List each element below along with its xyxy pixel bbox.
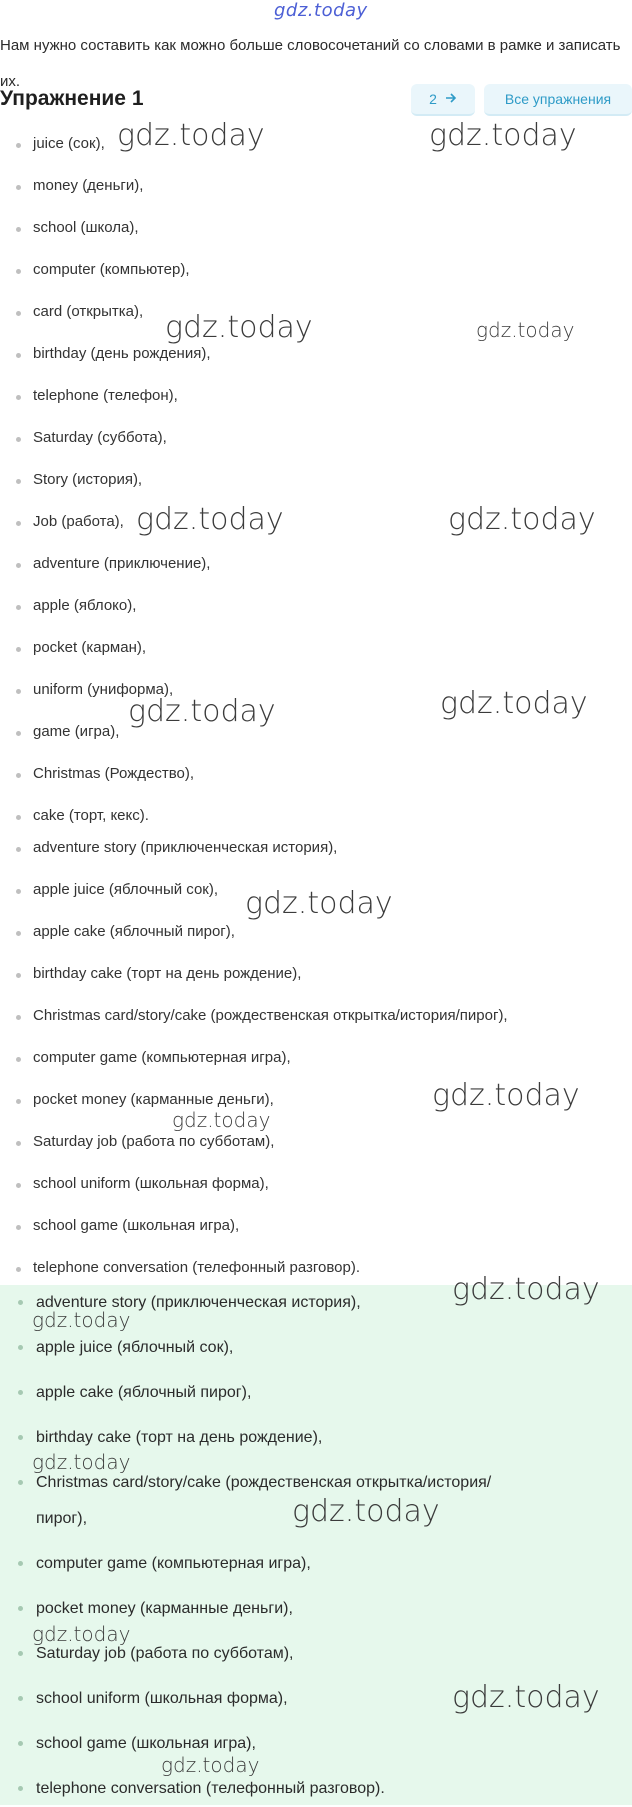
answer-item-text: telephone conversation (телефонный разговор). xyxy=(36,1780,385,1797)
list-item-text: uniform (униформа), xyxy=(33,681,174,698)
bullet-icon xyxy=(16,1267,21,1272)
bullet-icon xyxy=(16,185,21,190)
list-item-text: school (школа), xyxy=(33,219,139,236)
answer-item-text: пирог), xyxy=(36,1510,88,1527)
bullet-icon xyxy=(16,563,21,568)
bullet-icon xyxy=(16,353,21,358)
bullet-icon xyxy=(16,931,21,936)
bullet-icon xyxy=(16,395,21,400)
answer-item-text: apple cake (яблочный пирог), xyxy=(36,1384,252,1401)
watermark: gdz.today xyxy=(128,694,276,729)
answer-item-text: Saturday job (работа по субботам), xyxy=(36,1645,294,1662)
bullet-icon xyxy=(16,1015,21,1020)
bullet-icon xyxy=(16,1225,21,1230)
intro-text: Нам нужно составить как можно больше словосочетаний со словами в рамке и записать их. xyxy=(0,37,621,90)
watermark: gdz.today xyxy=(448,502,596,537)
list-item-text: money (деньги), xyxy=(33,177,144,194)
all-exercises-button[interactable]: Все упражнения xyxy=(484,84,632,116)
list-item-text: card (открытка), xyxy=(33,303,144,320)
next-exercise-label: 2 xyxy=(429,91,437,107)
bullet-icon xyxy=(16,479,21,484)
bullet-icon xyxy=(18,1651,23,1656)
bullet-icon xyxy=(16,227,21,232)
list-item-text: Christmas (Рождество), xyxy=(33,765,194,782)
exercise-title: Упражнение 1 xyxy=(0,87,144,110)
answer-item-text: computer game (компьютерная игра), xyxy=(36,1555,311,1572)
bullet-icon xyxy=(16,773,21,778)
watermark: gdz.today xyxy=(245,886,393,921)
list-item-text: pocket money (карманные деньги), xyxy=(33,1091,274,1108)
list-item-text: pocket (карман), xyxy=(33,639,147,656)
next-exercise-button[interactable] xyxy=(411,84,475,116)
bullet-icon xyxy=(18,1390,23,1395)
list-item-text: game (игра), xyxy=(33,723,120,740)
bullet-icon xyxy=(18,1786,23,1791)
watermark: gdz.today xyxy=(161,1753,260,1777)
bullet-icon xyxy=(16,311,21,316)
list-item-text: Christmas card/story/cake (рождественская открытка/история/пирог), xyxy=(33,1007,508,1024)
bullet-icon xyxy=(18,1345,23,1350)
list-item-text: apple (яблоко), xyxy=(33,597,137,614)
watermark: gdz.today xyxy=(32,1450,131,1474)
list-item-text: Saturday (суббота), xyxy=(33,429,167,446)
answer-item-text: pocket money (карманные деньги), xyxy=(36,1600,293,1617)
bullet-icon xyxy=(16,889,21,894)
bullet-icon xyxy=(16,689,21,694)
list-item-text: apple cake (яблочный пирог), xyxy=(33,923,235,940)
bullet-icon xyxy=(16,1099,21,1104)
bullet-icon xyxy=(16,1141,21,1146)
list-item-text: juice (сок), xyxy=(33,135,105,152)
list-item-text: adventure story (приключенческая история), xyxy=(33,839,338,856)
watermark: gdz.today xyxy=(432,1078,580,1113)
exercise-header xyxy=(0,84,632,118)
list-item-text: telephone (телефон), xyxy=(33,387,178,404)
bullet-icon xyxy=(18,1696,23,1701)
watermark: gdz.today xyxy=(429,118,577,153)
list-item-text: apple juice (яблочный сок), xyxy=(33,881,219,898)
bullet-icon xyxy=(16,731,21,736)
bullet-icon xyxy=(16,269,21,274)
list-item-text: birthday cake (торт на день рождение), xyxy=(33,965,302,982)
list-item-text: school uniform (школьная форма), xyxy=(33,1175,269,1192)
watermark: gdz.today xyxy=(136,502,284,537)
answer-box xyxy=(0,1285,632,1805)
bullet-icon xyxy=(18,1480,23,1485)
site-logo[interactable]: gdz.today xyxy=(274,0,368,21)
watermark: gdz.today xyxy=(165,310,313,345)
bullet-icon xyxy=(16,847,21,852)
list-item-text: school game (школьная игра), xyxy=(33,1217,240,1234)
bullet-icon xyxy=(16,605,21,610)
watermark: gdz.today xyxy=(117,118,265,153)
watermark: gdz.today xyxy=(440,686,588,721)
bullet-icon xyxy=(16,143,21,148)
list-item-text: Story (история), xyxy=(33,471,143,488)
list-item-text: computer game (компьютерная игра), xyxy=(33,1049,291,1066)
bullet-icon xyxy=(18,1561,23,1566)
watermark: gdz.today xyxy=(292,1494,440,1529)
bullet-icon xyxy=(16,437,21,442)
bullet-icon xyxy=(16,521,21,526)
bullet-icon xyxy=(18,1741,23,1746)
list-item-text: cake (торт, кекс). xyxy=(33,807,149,824)
answer-item-text: birthday cake (торт на день рождение), xyxy=(36,1429,323,1446)
watermark: gdz.today xyxy=(32,1622,131,1646)
arrow-right-icon xyxy=(445,91,457,107)
list-item-text: birthday (день рождения), xyxy=(33,345,211,362)
bullet-icon xyxy=(16,973,21,978)
bullet-icon xyxy=(18,1435,23,1440)
list-item-text: adventure (приключение), xyxy=(33,555,211,572)
watermark: gdz.today xyxy=(476,318,575,342)
list-item-text: telephone conversation (телефонный разговор). xyxy=(33,1259,361,1276)
bullet-icon xyxy=(16,1183,21,1188)
answer-item-text: school game (школьная игра), xyxy=(36,1735,256,1752)
bullet-icon xyxy=(18,1300,23,1305)
answer-item-text: apple juice (яблочный сок), xyxy=(36,1339,234,1356)
answer-item-text: school uniform (школьная форма), xyxy=(36,1690,288,1707)
watermark: gdz.today xyxy=(32,1308,131,1332)
bullet-icon xyxy=(18,1606,23,1611)
bullet-icon xyxy=(16,1057,21,1062)
answer-item-text: Christmas card/story/cake (рождественская открытка/история/ xyxy=(36,1474,492,1491)
list-item-text: computer (компьютер), xyxy=(33,261,190,278)
watermark: gdz.today xyxy=(452,1272,600,1307)
bullet-icon xyxy=(16,647,21,652)
watermark: gdz.today xyxy=(172,1108,271,1132)
list-item-text: Job (работа), xyxy=(33,513,124,530)
list-item-text: Saturday job (работа по субботам), xyxy=(33,1133,275,1150)
answer-item-text: adventure story (приключенческая история), xyxy=(36,1294,361,1311)
bullet-icon xyxy=(16,815,21,820)
watermark: gdz.today xyxy=(452,1680,600,1715)
